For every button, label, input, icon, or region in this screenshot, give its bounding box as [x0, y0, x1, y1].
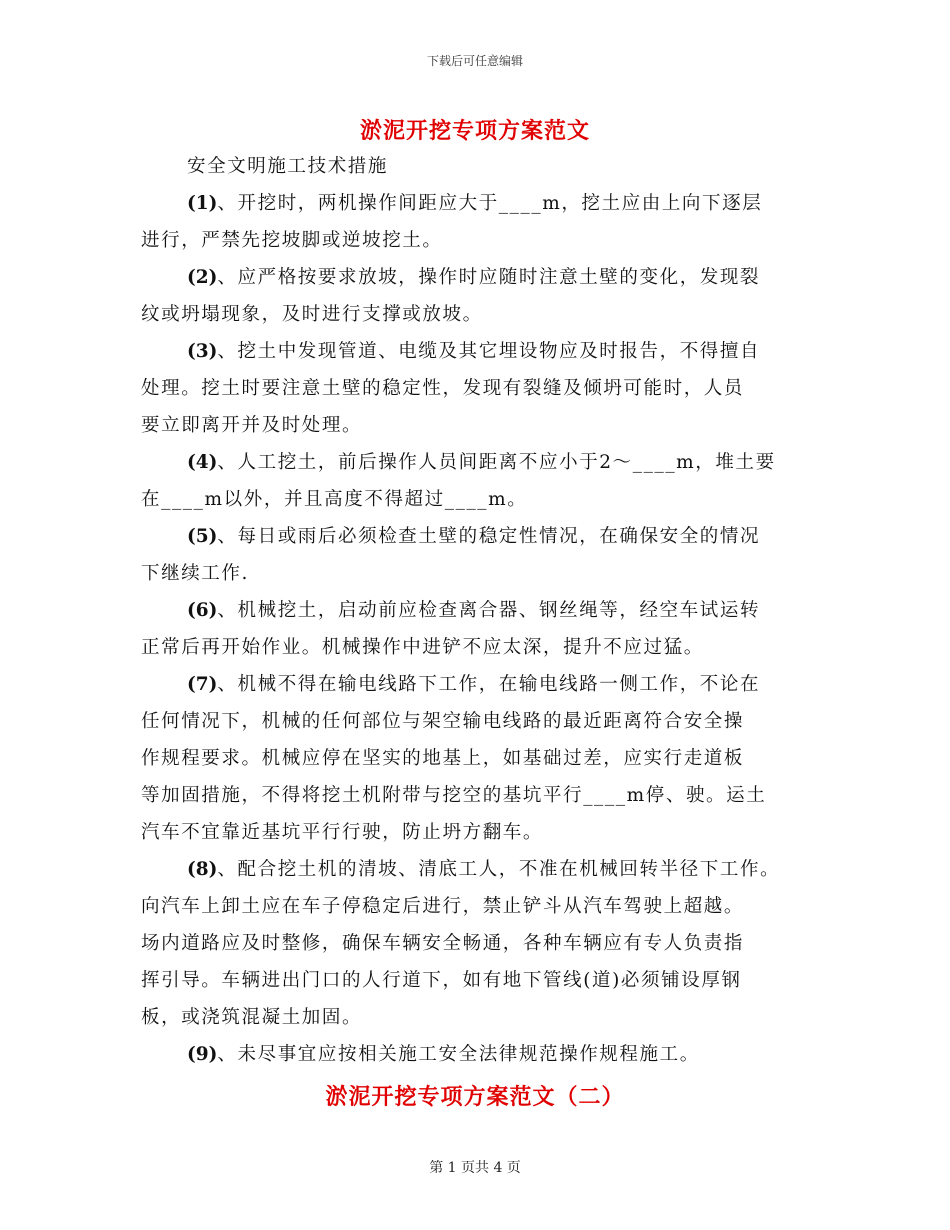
list-item-line: 要立即离开并及时处理。	[141, 415, 363, 436]
item-text: 、配合挖土机的清坡、清底工人，不准在机械回转半径下工作。	[217, 859, 781, 880]
document-title: 淤泥开挖专项方案范文	[359, 118, 590, 144]
item-number: (9)	[187, 1044, 218, 1065]
item-number: (2)	[187, 267, 218, 288]
list-item-line: 场内道路应及时整修，确保车辆安全畅通，各种车辆应有专人负责指	[141, 933, 745, 954]
list-item-line: 进行，严禁先挖坡脚或逆坡挖土。	[141, 230, 443, 251]
item-text: 、机械挖土，启动前应检查离合器、钢丝绳等，经空车试运转	[217, 600, 761, 621]
list-item-line: 纹或坍塌现象，及时进行支撑或放坡。	[141, 304, 483, 325]
item-number: (1)	[187, 193, 218, 214]
list-item-line	[141, 592, 831, 629]
list-item-line	[141, 518, 831, 555]
item-number: (3)	[187, 341, 218, 362]
list-item-line: 板，或浇筑混凝土加固。	[141, 1007, 363, 1028]
item-number: (6)	[187, 600, 218, 621]
item-number: (7)	[187, 674, 218, 695]
page-footer: 第 1 页共 4 页	[429, 1160, 521, 1176]
document-body	[141, 148, 831, 1073]
item-text: 、机械不得在输电线路下工作，在输电线路一侧工作，不论在	[217, 674, 761, 695]
item-number: (8)	[187, 859, 218, 880]
item-text: 、人工挖土，前后操作人员间距离不应小于2～____m，堆土要	[217, 452, 776, 473]
list-item-line: 等加固措施，不得将挖土机附带与挖空的基坑平行____m停、驶。运土	[141, 785, 767, 806]
item-text: 、挖土中发现管道、电缆及其它埋设物应及时报告，不得擅自	[217, 341, 761, 362]
list-item-line: 在____m以外，并且高度不得超过____m。	[141, 489, 528, 510]
list-item-line: 正常后再开始作业。机械操作中进铲不应太深，提升不应过猛。	[141, 637, 704, 658]
item-text: 、应严格按要求放坡，操作时应随时注意土壁的变化，发现裂	[217, 267, 761, 288]
item-text: 、每日或雨后必须检查土壁的稳定性情况，在确保安全的情况	[217, 526, 761, 547]
list-item-line	[141, 333, 831, 370]
item-text: 、未尽事宜应按相关施工安全法律规范操作规程施工。	[217, 1044, 700, 1065]
item-number: (4)	[187, 452, 218, 473]
section-heading: 安全文明施工技术措施	[187, 156, 389, 177]
item-number: (5)	[187, 526, 218, 547]
list-item-line: 汽车不宜靠近基坑平行行驶，防止坍方翻车。	[141, 822, 544, 843]
list-item-line	[141, 444, 831, 481]
list-item-line: 挥引导。车辆进出门口的人行道下，如有地下管线(道)必须铺设厚钢	[141, 970, 742, 991]
list-item-line: 向汽车上卸土应在车子停稳定后进行，禁止铲斗从汽车驾驶上超越。	[141, 896, 745, 917]
list-item-line: 任何情况下，机械的任何部位与架空输电线路的最近距离符合安全操	[141, 711, 745, 732]
list-item-line	[141, 185, 831, 222]
list-item-line: 作规程要求。机械应停在坚实的地基上，如基础过差，应实行走道板	[141, 748, 745, 769]
list-item-line	[141, 666, 831, 703]
item-text: 、开挖时，两机操作间距应大于____m，挖土应由上向下逐层	[217, 193, 763, 214]
list-item-line	[141, 851, 831, 888]
section-title-2: 淤泥开挖专项方案范文（二）	[325, 1084, 625, 1110]
list-item-line	[141, 259, 831, 296]
list-item-line: 下继续工作.	[141, 563, 249, 584]
page-header-note: 下载后可任意编辑	[426, 54, 523, 68]
list-item-line	[141, 1036, 831, 1073]
list-item-line: 处理。挖土时要注意土壁的稳定性，发现有裂缝及倾坍可能时，人员	[141, 378, 745, 399]
